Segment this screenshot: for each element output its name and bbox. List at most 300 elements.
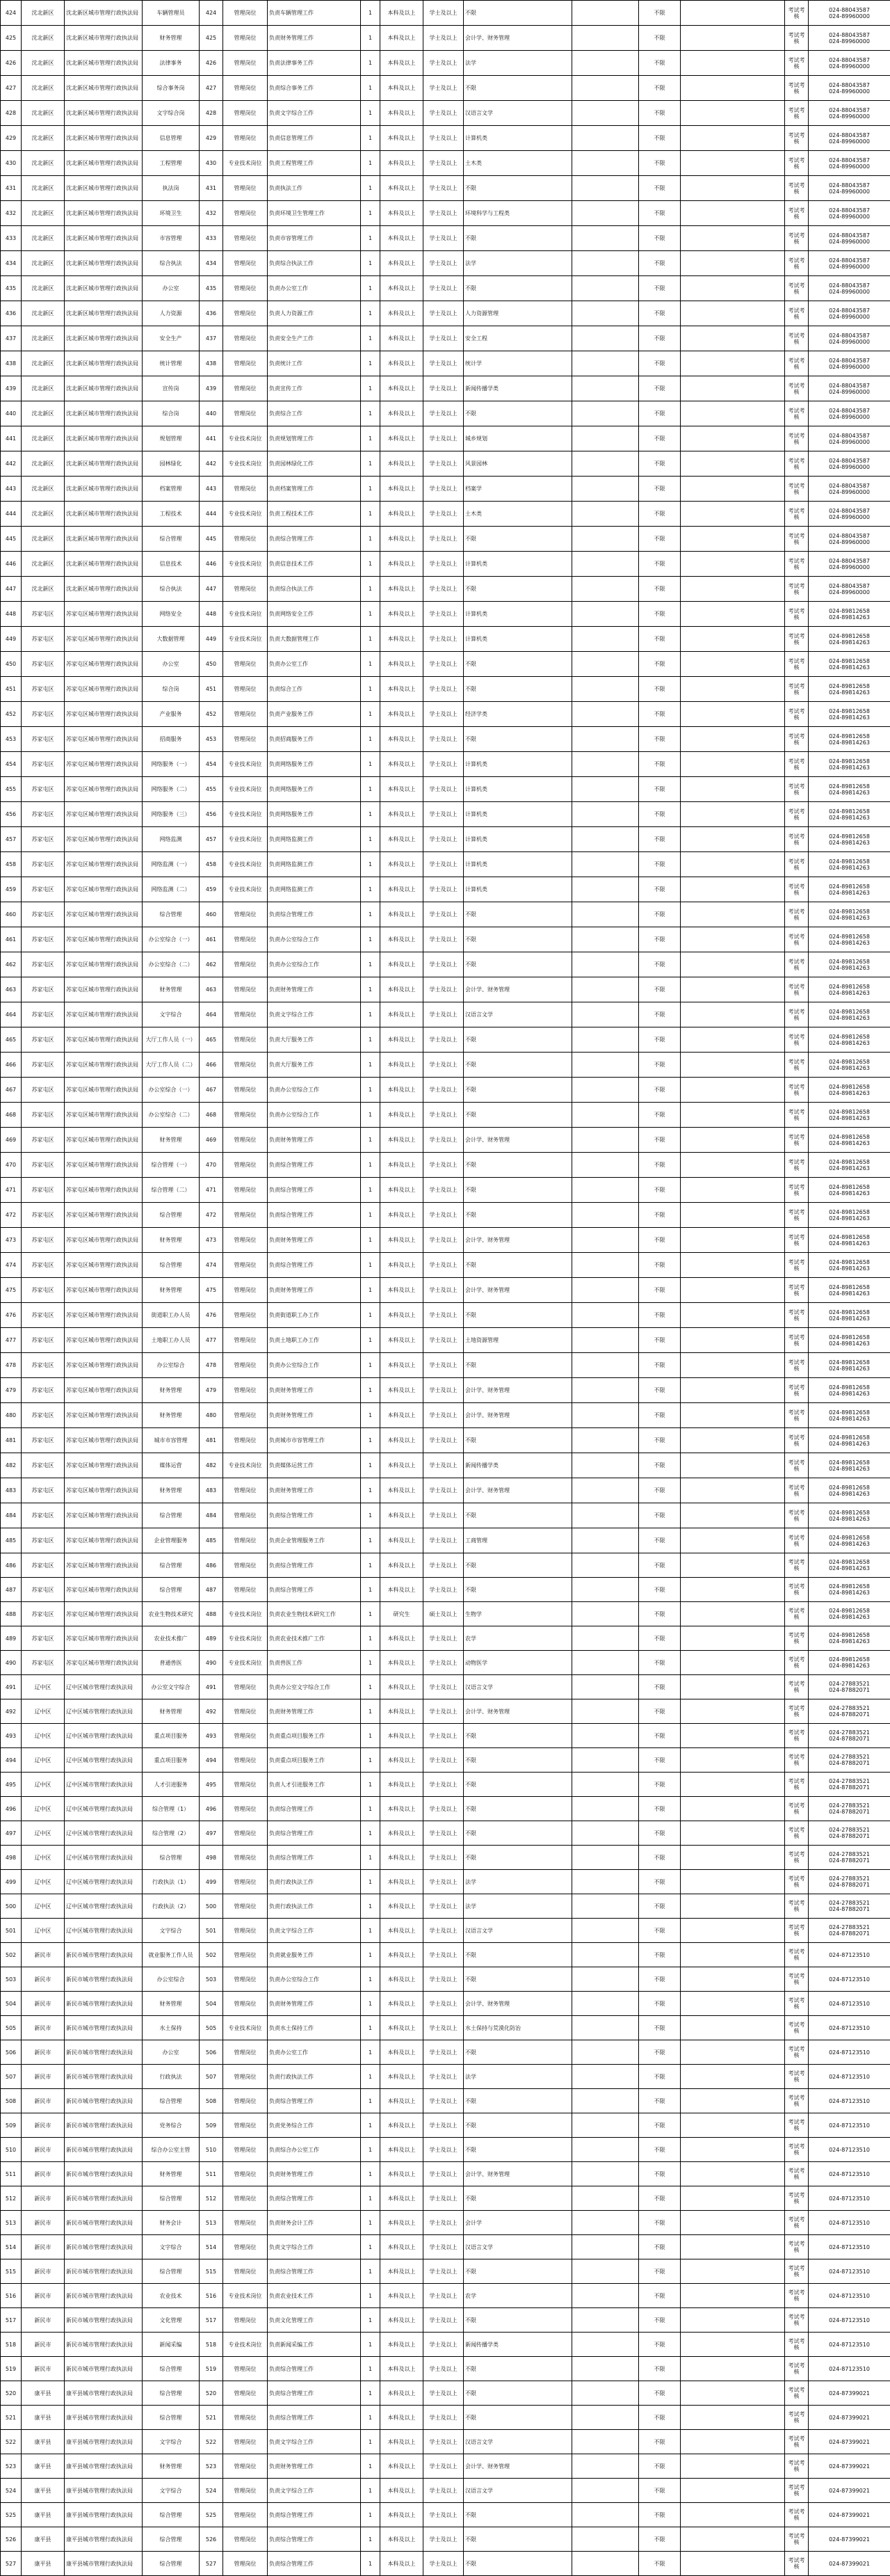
table-cell: 522 — [200, 2430, 223, 2454]
table-cell: 450 — [1, 652, 22, 677]
table-cell: 考试考核 — [785, 752, 809, 777]
table-cell — [681, 2259, 785, 2284]
table-cell: 不限 — [464, 226, 572, 251]
table-cell: 苏家屯区城市管理行政执法局 — [65, 1002, 143, 1027]
table-cell — [681, 2503, 785, 2527]
table-cell: 档案学 — [464, 477, 572, 502]
table-cell: 负责综合管理工作 — [268, 1578, 361, 1602]
table-cell: 新民市 — [22, 2162, 65, 2186]
table-cell: 综合管理（一） — [143, 1153, 200, 1178]
table-cell: 管理岗位 — [223, 652, 268, 677]
table-cell: 不限 — [639, 2503, 681, 2527]
table-cell: 负责工程技术工作 — [268, 502, 361, 527]
table-cell: 024-27883521 024-87882071 — [809, 1821, 890, 1846]
table-cell: 1 — [361, 1724, 380, 1748]
table-cell: 专业技术岗位 — [223, 1626, 268, 1651]
table-cell: 1 — [361, 1773, 380, 1797]
table-cell: 农学 — [464, 2284, 572, 2308]
table-cell: 新民市城市管理行政执法局 — [65, 2333, 143, 2357]
table-cell: 学士及以上 — [423, 76, 464, 101]
table-cell: 不限 — [639, 802, 681, 827]
table-cell: 学士及以上 — [423, 1453, 464, 1478]
table-cell: 会计学、财务管理 — [464, 1228, 572, 1253]
table-row — [1, 1278, 890, 1303]
table-cell: 470 — [1, 1153, 22, 1178]
table-cell: 负责财务管理工作 — [268, 1378, 361, 1403]
table-cell: 负责园林绿化工作 — [268, 451, 361, 477]
table-cell: 康平县 — [22, 2381, 65, 2406]
table-cell: 管理岗位 — [223, 226, 268, 251]
table-cell — [572, 2284, 639, 2308]
table-cell: 024-88043587 024-89960000 — [809, 301, 890, 326]
table-cell — [572, 1478, 639, 1503]
table-cell: 本科及以上 — [380, 201, 423, 226]
table-cell: 考试考核 — [785, 401, 809, 426]
table-cell: 负责信息管理工作 — [268, 126, 361, 151]
table-cell: 考试考核 — [785, 26, 809, 51]
table-cell: 不限 — [464, 1773, 572, 1797]
table-cell: 501 — [200, 1919, 223, 1943]
table-cell: 469 — [200, 1128, 223, 1153]
table-cell: 1 — [361, 2235, 380, 2259]
table-cell: 024-89812658 024-89814263 — [809, 702, 890, 727]
table-cell — [681, 2552, 785, 2576]
table-cell: 495 — [1, 1773, 22, 1797]
table-cell: 不限 — [639, 1503, 681, 1528]
table-cell: 土地职工办人员 — [143, 1328, 200, 1353]
table-cell: 管理岗位 — [223, 1943, 268, 1967]
table-cell: 苏家屯区城市管理行政执法局 — [65, 1253, 143, 1278]
table-cell: 负责媒体运营工作 — [268, 1453, 361, 1478]
table-cell: 新民市城市管理行政执法局 — [65, 2138, 143, 2162]
table-cell: 负责综合管理工作 — [268, 1821, 361, 1846]
table-cell: 本科及以上 — [380, 602, 423, 627]
table-cell: 负责网络监测工作 — [268, 827, 361, 852]
table-cell — [572, 1699, 639, 1724]
table-cell — [681, 1203, 785, 1228]
table-cell: 1 — [361, 952, 380, 977]
table-cell: 本科及以上 — [380, 2357, 423, 2381]
table-cell: 不限 — [464, 2259, 572, 2284]
table-cell: 1 — [361, 2186, 380, 2211]
table-cell: 管理岗位 — [223, 2065, 268, 2089]
table-cell: 新民市 — [22, 2138, 65, 2162]
table-cell: 考试考核 — [785, 627, 809, 652]
table-cell: 负责统计工作 — [268, 351, 361, 376]
table-cell: 管理岗位 — [223, 2406, 268, 2430]
table-cell: 新民市城市管理行政执法局 — [65, 2308, 143, 2333]
table-cell: 考试考核 — [785, 2381, 809, 2406]
table-cell: 024-87123510 — [809, 2259, 890, 2284]
table-cell: 专业技术岗位 — [223, 451, 268, 477]
table-cell — [572, 301, 639, 326]
table-cell: 辽中区城市管理行政执法局 — [65, 1821, 143, 1846]
table-cell: 新民市城市管理行政执法局 — [65, 1943, 143, 1967]
table-cell: 工程技术 — [143, 502, 200, 527]
table-cell: 不限 — [464, 2040, 572, 2065]
table-cell: 沈北新区城市管理行政执法局 — [65, 51, 143, 76]
table-cell: 考试考核 — [785, 2089, 809, 2113]
table-cell: 521 — [200, 2406, 223, 2430]
table-cell: 454 — [200, 752, 223, 777]
table-cell: 负责街道职工办工作 — [268, 1303, 361, 1328]
table-cell: 学士及以上 — [423, 2406, 464, 2430]
table-cell: 024-87123510 — [809, 2113, 890, 2138]
table-cell: 会计学、财务管理 — [464, 26, 572, 51]
table-cell: 456 — [200, 802, 223, 827]
table-cell: 492 — [1, 1699, 22, 1724]
table-cell: 考试考核 — [785, 126, 809, 151]
table-cell: 不限 — [639, 502, 681, 527]
table-cell: 管理岗位 — [223, 2381, 268, 2406]
table-cell: 本科及以上 — [380, 2040, 423, 2065]
table-cell: 不限 — [639, 727, 681, 752]
table-cell — [572, 376, 639, 401]
table-cell: 本科及以上 — [380, 2211, 423, 2235]
table-cell: 财务会计 — [143, 2211, 200, 2235]
table-cell — [572, 877, 639, 902]
table-cell: 024-89812658 024-89814263 — [809, 1378, 890, 1403]
table-cell: 管理岗位 — [223, 1748, 268, 1773]
table-cell: 新民市 — [22, 2040, 65, 2065]
table-cell: 1 — [361, 351, 380, 376]
table-cell — [681, 552, 785, 577]
table-cell: 综合岗 — [143, 677, 200, 702]
table-cell: 不限 — [464, 2406, 572, 2430]
table-cell: 不限 — [639, 2479, 681, 2503]
table-row — [1, 51, 890, 76]
table-cell: 会计学、财务管理 — [464, 1378, 572, 1403]
table-cell: 新民市城市管理行政执法局 — [65, 2259, 143, 2284]
table-cell — [572, 977, 639, 1002]
table-cell: 专业技术岗位 — [223, 852, 268, 877]
table-cell: 452 — [1, 702, 22, 727]
table-cell: 024-89812658 024-89814263 — [809, 1027, 890, 1053]
table-row — [1, 1870, 890, 1894]
table-cell: 不限 — [464, 2186, 572, 2211]
table-cell: 考试考核 — [785, 1578, 809, 1602]
table-cell: 苏家屯区城市管理行政执法局 — [65, 1528, 143, 1553]
table-cell: 不限 — [639, 1699, 681, 1724]
table-cell: 1 — [361, 1846, 380, 1870]
table-cell: 会计学、财务管理 — [464, 1403, 572, 1428]
table-cell: 514 — [1, 2235, 22, 2259]
table-cell — [572, 1553, 639, 1578]
table-row — [1, 1821, 890, 1846]
table-cell: 024-87123510 — [809, 2235, 890, 2259]
table-cell: 1 — [361, 1821, 380, 1846]
table-cell: 1 — [361, 2040, 380, 2065]
table-cell: 不限 — [639, 2040, 681, 2065]
table-cell: 沈北新区 — [22, 502, 65, 527]
table-cell: 024-87123510 — [809, 2211, 890, 2235]
table-cell — [681, 702, 785, 727]
table-cell: 沈北新区城市管理行政执法局 — [65, 276, 143, 301]
table-cell — [681, 1528, 785, 1553]
table-cell: 负责法律事务工作 — [268, 51, 361, 76]
table-cell: 学士及以上 — [423, 351, 464, 376]
table-cell — [572, 552, 639, 577]
table-cell: 不限 — [464, 1724, 572, 1748]
table-cell: 辽中区城市管理行政执法局 — [65, 1748, 143, 1773]
table-cell — [572, 26, 639, 51]
table-cell — [572, 1378, 639, 1403]
table-cell: 考试考核 — [785, 1053, 809, 1078]
table-cell: 503 — [1, 1967, 22, 1992]
table-cell: 管理岗位 — [223, 1528, 268, 1553]
table-cell: 本科及以上 — [380, 1128, 423, 1153]
table-cell: 综合管理 — [143, 1203, 200, 1228]
table-cell: 本科及以上 — [380, 126, 423, 151]
table-cell: 468 — [200, 1103, 223, 1128]
table-cell: 负责综合办公室工作 — [268, 2138, 361, 2162]
table-cell: 不限 — [639, 1602, 681, 1626]
table-cell: 苏家屯区 — [22, 702, 65, 727]
table-cell: 考试考核 — [785, 426, 809, 451]
table-cell: 1 — [361, 1651, 380, 1675]
table-cell: 1 — [361, 777, 380, 802]
table-cell — [572, 1228, 639, 1253]
table-cell: 宣传岗 — [143, 376, 200, 401]
table-cell: 024-88043587 024-89960000 — [809, 527, 890, 552]
table-cell: 负责综合管理工作 — [268, 1178, 361, 1203]
table-cell: 汉语言文学 — [464, 1919, 572, 1943]
table-cell: 不限 — [639, 451, 681, 477]
table-cell: 康平县 — [22, 2552, 65, 2576]
table-cell: 024-88043587 024-89960000 — [809, 326, 890, 351]
table-cell — [572, 1943, 639, 1967]
table-row — [1, 777, 890, 802]
table-cell: 1 — [361, 2406, 380, 2430]
table-cell — [681, 2138, 785, 2162]
table-row — [1, 1748, 890, 1773]
table-cell: 学士及以上 — [423, 652, 464, 677]
table-cell — [681, 1943, 785, 1967]
table-cell: 会计学、财务管理 — [464, 977, 572, 1002]
table-row — [1, 226, 890, 251]
table-cell: 477 — [200, 1328, 223, 1353]
table-cell: 1 — [361, 1528, 380, 1553]
table-cell: 508 — [200, 2089, 223, 2113]
table-cell — [572, 577, 639, 602]
table-cell: 考试考核 — [785, 1797, 809, 1821]
table-cell: 沈北新区城市管理行政执法局 — [65, 477, 143, 502]
table-cell: 不限 — [639, 2235, 681, 2259]
table-cell — [572, 2552, 639, 2576]
table-cell: 学士及以上 — [423, 101, 464, 126]
table-cell: 沈北新区城市管理行政执法局 — [65, 201, 143, 226]
table-cell: 472 — [200, 1203, 223, 1228]
table-cell: 学士及以上 — [423, 827, 464, 852]
table-cell: 不限 — [464, 1821, 572, 1846]
table-cell: 苏家屯区城市管理行政执法局 — [65, 1053, 143, 1078]
table-cell: 苏家屯区城市管理行政执法局 — [65, 752, 143, 777]
table-cell: 专业技术岗位 — [223, 2333, 268, 2357]
table-cell: 464 — [200, 1002, 223, 1027]
table-cell: 文字综合 — [143, 2235, 200, 2259]
table-cell: 不限 — [639, 151, 681, 176]
table-cell: 不限 — [639, 2308, 681, 2333]
table-cell: 506 — [1, 2040, 22, 2065]
table-cell: 不限 — [639, 2162, 681, 2186]
table-cell: 负责办公室综合工作 — [268, 1078, 361, 1103]
table-cell: 475 — [200, 1278, 223, 1303]
table-cell — [572, 777, 639, 802]
table-cell — [572, 952, 639, 977]
table-cell: 1 — [361, 927, 380, 952]
table-cell: 024-89812658 024-89814263 — [809, 677, 890, 702]
table-cell: 449 — [200, 627, 223, 652]
table-cell: 新民市城市管理行政执法局 — [65, 2162, 143, 2186]
table-cell: 024-89812658 024-89814263 — [809, 827, 890, 852]
table-cell: 本科及以上 — [380, 2479, 423, 2503]
table-cell: 网络服务（一） — [143, 752, 200, 777]
table-cell — [572, 251, 639, 276]
table-cell: 沈北新区 — [22, 176, 65, 201]
table-cell: 管理岗位 — [223, 977, 268, 1002]
table-cell: 考试考核 — [785, 451, 809, 477]
table-cell: 专业技术岗位 — [223, 602, 268, 627]
table-cell: 1 — [361, 2552, 380, 2576]
table-row — [1, 1919, 890, 1943]
table-cell: 493 — [200, 1724, 223, 1748]
table-cell: 471 — [1, 1178, 22, 1203]
table-cell: 办公室综合（一） — [143, 1078, 200, 1103]
table-cell — [681, 2406, 785, 2430]
table-cell: 管理岗位 — [223, 1503, 268, 1528]
table-cell: 苏家屯区 — [22, 1278, 65, 1303]
table-cell — [572, 1027, 639, 1053]
table-cell: 大数据管理 — [143, 627, 200, 652]
table-row — [1, 1528, 890, 1553]
table-cell: 财务管理 — [143, 1378, 200, 1403]
table-cell: 1 — [361, 2089, 380, 2113]
table-cell — [681, 376, 785, 401]
table-cell: 不限 — [639, 1253, 681, 1278]
table-cell: 436 — [1, 301, 22, 326]
table-cell: 学士及以上 — [423, 1919, 464, 1943]
table-cell: 苏家屯区城市管理行政执法局 — [65, 1328, 143, 1353]
table-cell: 本科及以上 — [380, 552, 423, 577]
table-cell — [572, 727, 639, 752]
table-cell: 会计学、财务管理 — [464, 2162, 572, 2186]
table-cell — [681, 351, 785, 376]
table-cell: 苏家屯区城市管理行政执法局 — [65, 727, 143, 752]
table-cell: 考试考核 — [785, 1602, 809, 1626]
table-cell: 024-88043587 024-89960000 — [809, 26, 890, 51]
table-row — [1, 677, 890, 702]
table-cell: 工程管理 — [143, 151, 200, 176]
table-cell: 不限 — [639, 1478, 681, 1503]
table-cell: 考试考核 — [785, 1403, 809, 1428]
table-cell: 不限 — [639, 2454, 681, 2479]
table-cell: 负责办公室综合工作 — [268, 1103, 361, 1128]
table-cell: 新民市 — [22, 1992, 65, 2016]
table-cell: 苏家屯区 — [22, 1378, 65, 1403]
table-cell: 综合管理（2） — [143, 1821, 200, 1846]
table-cell: 不限 — [464, 1253, 572, 1278]
table-cell: 沈北新区城市管理行政执法局 — [65, 76, 143, 101]
table-cell — [572, 351, 639, 376]
table-cell: 负责财务管理工作 — [268, 1278, 361, 1303]
table-cell: 467 — [200, 1078, 223, 1103]
table-cell: 媒体运营 — [143, 1453, 200, 1478]
table-cell: 管理岗位 — [223, 1724, 268, 1748]
table-cell: 苏家屯区城市管理行政执法局 — [65, 1078, 143, 1103]
table-cell: 苏家屯区城市管理行政执法局 — [65, 1303, 143, 1328]
table-cell: 苏家屯区城市管理行政执法局 — [65, 1178, 143, 1203]
table-cell: 管理岗位 — [223, 251, 268, 276]
table-cell: 1 — [361, 1894, 380, 1919]
table-cell — [681, 602, 785, 627]
table-cell — [572, 2357, 639, 2381]
table-cell: 不限 — [639, 2527, 681, 2552]
table-cell: 学士及以上 — [423, 1403, 464, 1428]
table-cell: 509 — [1, 2113, 22, 2138]
table-cell: 辽中区 — [22, 1797, 65, 1821]
table-cell: 513 — [200, 2211, 223, 2235]
table-cell: 465 — [1, 1027, 22, 1053]
table-cell: 苏家屯区 — [22, 1651, 65, 1675]
table-cell: 学士及以上 — [423, 2113, 464, 2138]
table-cell: 专业技术岗位 — [223, 827, 268, 852]
table-cell: 1 — [361, 76, 380, 101]
table-cell: 429 — [1, 126, 22, 151]
table-cell: 不限 — [464, 2089, 572, 2113]
table-cell: 管理岗位 — [223, 2479, 268, 2503]
table-cell: 考试考核 — [785, 1203, 809, 1228]
table-cell: 455 — [1, 777, 22, 802]
table-cell: 024-87123510 — [809, 1967, 890, 1992]
table-cell: 文字综合 — [143, 2479, 200, 2503]
table-cell: 学士及以上 — [423, 126, 464, 151]
table-cell: 452 — [200, 702, 223, 727]
table-cell: 学士及以上 — [423, 1153, 464, 1178]
table-cell: 沈北新区 — [22, 276, 65, 301]
table-row — [1, 827, 890, 852]
table-cell: 考试考核 — [785, 577, 809, 602]
table-cell: 本科及以上 — [380, 2381, 423, 2406]
table-cell: 苏家屯区 — [22, 1303, 65, 1328]
table-cell: 沈北新区 — [22, 426, 65, 451]
table-cell: 不限 — [639, 977, 681, 1002]
table-cell: 管理岗位 — [223, 1053, 268, 1078]
table-cell: 本科及以上 — [380, 1278, 423, 1303]
table-cell: 土地资源管理 — [464, 1328, 572, 1353]
table-cell: 不限 — [639, 927, 681, 952]
table-cell: 学士及以上 — [423, 2138, 464, 2162]
table-cell — [681, 226, 785, 251]
table-cell: 汉语言文学 — [464, 1002, 572, 1027]
table-cell: 506 — [200, 2040, 223, 2065]
table-cell: 不限 — [464, 401, 572, 426]
table-cell: 管理岗位 — [223, 1403, 268, 1428]
table-cell: 苏家屯区 — [22, 877, 65, 902]
table-cell — [681, 176, 785, 201]
table-cell: 不限 — [639, 527, 681, 552]
table-cell: 管理岗位 — [223, 1478, 268, 1503]
table-cell — [681, 1821, 785, 1846]
table-cell: 不限 — [639, 1328, 681, 1353]
table-cell — [681, 2308, 785, 2333]
table-cell: 考试考核 — [785, 527, 809, 552]
table-cell: 苏家屯区 — [22, 1553, 65, 1578]
table-cell: 494 — [200, 1748, 223, 1773]
table-cell: 负责财务管理工作 — [268, 977, 361, 1002]
table-row — [1, 376, 890, 401]
table-row — [1, 627, 890, 652]
table-cell: 招商服务 — [143, 727, 200, 752]
